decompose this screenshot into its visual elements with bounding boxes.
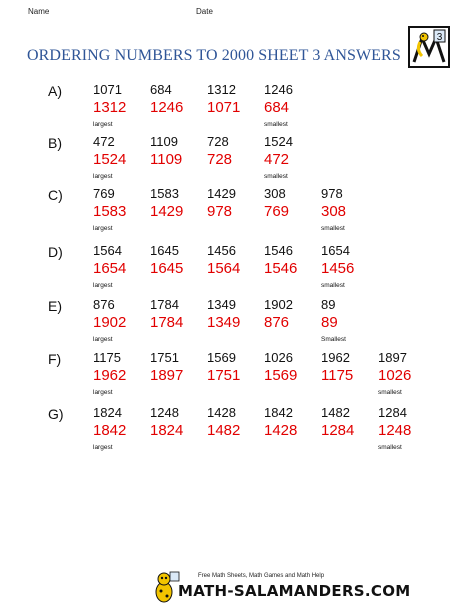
answer-number: 1312 [93, 99, 127, 116]
number-column [93, 405, 153, 452]
number-column [150, 134, 210, 181]
answer-number: 1026 [378, 367, 412, 384]
answer-number: 1248 [378, 422, 412, 439]
answer-number: 89 [321, 314, 338, 331]
name-label: Name [28, 7, 50, 16]
answer-number: 1842 [93, 422, 127, 439]
answer-number: 472 [264, 151, 290, 168]
problem-label: B) [48, 135, 62, 151]
number-column [378, 405, 438, 452]
answer-number: 1429 [150, 203, 184, 220]
given-number: 1428 [207, 405, 236, 420]
order-note: largest [93, 389, 113, 396]
given-number: 308 [264, 186, 286, 201]
order-note [207, 388, 267, 397]
order-note [207, 443, 267, 452]
number-column [93, 297, 153, 344]
number-column [321, 186, 381, 233]
answer-number: 1569 [264, 367, 298, 384]
order-note: largest [93, 336, 113, 343]
order-note [264, 335, 324, 344]
given-number: 1962 [321, 350, 350, 365]
given-number: 769 [93, 186, 115, 201]
given-number: 1897 [378, 350, 407, 365]
answer-number: 1246 [150, 99, 184, 116]
answer-number: 1897 [150, 367, 184, 384]
given-number: 1569 [207, 350, 236, 365]
answer-number: 1902 [93, 314, 127, 331]
given-number: 1564 [93, 243, 122, 258]
problem-label: G) [48, 406, 64, 422]
given-number: 1654 [321, 243, 350, 258]
order-note: smallest [378, 389, 402, 396]
number-column [321, 350, 381, 397]
order-note: largest [93, 282, 113, 289]
answer-number: 978 [207, 203, 233, 220]
answer-number: 1751 [207, 367, 241, 384]
given-number: 1645 [150, 243, 179, 258]
given-number: 1248 [150, 405, 179, 420]
problem-label: E) [48, 298, 62, 314]
salamander-footer-icon [152, 570, 180, 606]
footer [0, 560, 474, 613]
order-note [207, 172, 267, 181]
answer-number: 1175 [321, 367, 354, 384]
given-number: 1071 [93, 82, 122, 97]
order-note: smallest [378, 444, 402, 451]
number-column [150, 350, 210, 397]
number-column [207, 405, 267, 452]
number-column [207, 243, 267, 290]
problem-row [0, 405, 474, 481]
answer-number: 1564 [207, 260, 241, 277]
order-note [207, 281, 267, 290]
number-column [207, 82, 267, 129]
given-number: 1842 [264, 405, 293, 420]
order-note [150, 443, 210, 452]
order-note [264, 281, 324, 290]
problem-label: D) [48, 244, 63, 260]
given-number: 1284 [378, 405, 407, 420]
problem-label: F) [48, 351, 62, 367]
answer-number: 1482 [207, 422, 241, 439]
order-note [207, 224, 267, 233]
number-column [264, 243, 324, 290]
given-number: 1546 [264, 243, 293, 258]
order-note [264, 224, 324, 233]
number-column [378, 350, 438, 397]
answer-number: 1962 [93, 367, 127, 384]
order-note: largest [93, 225, 113, 232]
number-column [93, 243, 153, 290]
given-number: 728 [207, 134, 229, 149]
answer-number: 1583 [93, 203, 127, 220]
problem-label: A) [48, 83, 62, 99]
number-column [150, 186, 210, 233]
problem-label: C) [48, 187, 63, 203]
number-column [264, 82, 324, 129]
given-number: 1482 [321, 405, 350, 420]
number-column [150, 405, 210, 452]
number-column [207, 297, 267, 344]
number-column [264, 297, 324, 344]
given-number: 1824 [93, 405, 122, 420]
number-column [321, 297, 381, 344]
order-note [150, 281, 210, 290]
given-number: 1784 [150, 297, 179, 312]
answer-number: 1784 [150, 314, 184, 331]
answer-number: 876 [264, 314, 290, 331]
order-note: smallest [264, 121, 288, 128]
answer-number: 1456 [321, 260, 355, 277]
date-label: Date [196, 7, 213, 16]
footer-tagline: Free Math Sheets, Math Games and Math Help [198, 573, 325, 579]
number-column [93, 186, 153, 233]
answer-number: 1824 [150, 422, 184, 439]
order-note [150, 388, 210, 397]
answer-number: 1654 [93, 260, 127, 277]
number-column [264, 186, 324, 233]
given-number: 1175 [93, 350, 121, 365]
number-column [150, 297, 210, 344]
order-note: smallest [264, 173, 288, 180]
number-column [207, 186, 267, 233]
number-column [264, 134, 324, 181]
answer-number: 1071 [207, 99, 241, 116]
answer-number: 1546 [264, 260, 298, 277]
order-note: smallest [321, 282, 345, 289]
answer-number: 1349 [207, 314, 241, 331]
given-number: 472 [93, 134, 115, 149]
given-number: 1429 [207, 186, 236, 201]
order-note [321, 443, 381, 452]
given-number: 1246 [264, 82, 293, 97]
order-note: largest [93, 173, 113, 180]
number-column [150, 82, 210, 129]
number-column [93, 350, 153, 397]
number-column [264, 350, 324, 397]
given-number: 1456 [207, 243, 236, 258]
answer-number: 308 [321, 203, 347, 220]
given-number: 1902 [264, 297, 293, 312]
order-note [207, 335, 267, 344]
answer-number: 1524 [93, 151, 127, 168]
given-number: 1109 [150, 134, 178, 149]
given-number: 1524 [264, 134, 293, 149]
salamander-mascot-icon [410, 28, 448, 66]
given-number: 876 [93, 297, 115, 312]
order-note [207, 120, 267, 129]
number-column [321, 405, 381, 452]
given-number: 684 [150, 82, 172, 97]
order-note [321, 388, 381, 397]
grade-badge: 3 [436, 32, 443, 43]
order-note: largest [93, 121, 113, 128]
given-number: 1349 [207, 297, 236, 312]
salamander-logo [408, 26, 450, 68]
order-note: Smallest [321, 336, 346, 343]
answer-number: 1284 [321, 422, 355, 439]
number-column [93, 134, 153, 181]
answer-number: 769 [264, 203, 290, 220]
footer-brand: MATH-SALAMANDERS.COM [178, 582, 411, 600]
given-number: 978 [321, 186, 343, 201]
order-note [150, 120, 210, 129]
number-column [321, 243, 381, 290]
order-note [264, 443, 324, 452]
order-note [264, 388, 324, 397]
given-number: 1026 [264, 350, 293, 365]
number-column [264, 405, 324, 452]
number-column [93, 82, 153, 129]
given-number: 1583 [150, 186, 179, 201]
page-title: ORDERING NUMBERS TO 2000 SHEET 3 ANSWERS [27, 47, 401, 64]
order-note: largest [93, 444, 113, 451]
order-note: smallest [321, 225, 345, 232]
answer-number: 728 [207, 151, 233, 168]
given-number: 1312 [207, 82, 236, 97]
number-column [150, 243, 210, 290]
number-column [207, 350, 267, 397]
answer-number: 1428 [264, 422, 298, 439]
answer-number: 1109 [150, 151, 183, 168]
given-number: 89 [321, 297, 336, 312]
order-note [150, 335, 210, 344]
order-note [150, 224, 210, 233]
order-note [150, 172, 210, 181]
answer-number: 1645 [150, 260, 184, 277]
number-column [207, 134, 267, 181]
given-number: 1751 [150, 350, 179, 365]
answer-number: 684 [264, 99, 290, 116]
